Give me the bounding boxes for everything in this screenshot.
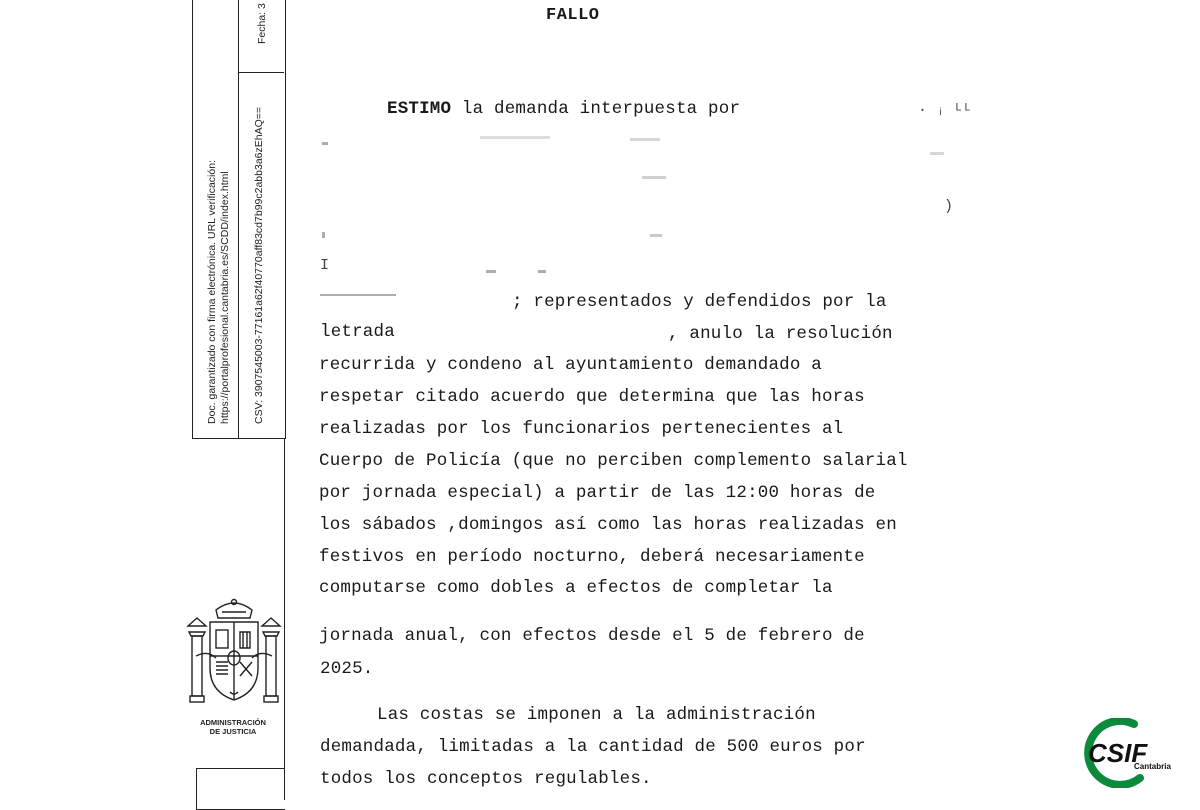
signature-verification-text: Doc. garantizado con firma electrónica. URL verificación:: [206, 160, 218, 424]
body-line: [319, 515, 949, 535]
body-line-text: festivos en período nocturno, deberá necesariamente: [319, 547, 865, 567]
body-line-text: computarse como dobles a efectos de completar la: [319, 578, 833, 598]
body-line-text: Cuerpo de Policía (que no perciben complemento salarial: [319, 451, 908, 471]
redacted-mark: [486, 270, 496, 273]
costas-line: [320, 737, 945, 757]
margin-rule: [284, 438, 285, 800]
csif-region-label: Cantabria: [1134, 762, 1171, 771]
body-line: [319, 483, 949, 503]
body-line: [319, 547, 949, 567]
letrada-label: letrada: [320, 322, 395, 342]
csv-code: CSV: 3907545003-77161a62f40770aff83cd7b99c2abb3a6zEhAQ==: [253, 106, 265, 424]
redacted-mark: [538, 270, 546, 273]
body-line-text: jornada anual, con efectos desde el 5 de febrero de: [319, 626, 865, 646]
line-represented: ; representados y defendidos por la: [512, 292, 887, 312]
document-heading: FALLO: [546, 6, 600, 25]
redacted-mark: [642, 176, 666, 179]
year-line: 2025.: [320, 659, 374, 679]
redacted-fragment: I: [320, 257, 330, 274]
csif-logo: [1074, 718, 1184, 788]
body-line: [319, 626, 949, 646]
stamp-divider: [238, 0, 239, 438]
body-line: [319, 387, 949, 407]
csif-logo-text: CSIF: [1088, 738, 1148, 768]
redacted-mark: [930, 152, 944, 155]
costas-line: todos los conceptos regulables.: [320, 769, 652, 789]
coat-of-arms-icon: [186, 596, 282, 714]
costas-line-text: demandada, limitadas a la cantidad de 500 euros por: [320, 737, 866, 757]
body-line-text: realizadas por los funcionarios pertenecientes al: [319, 419, 844, 439]
redacted-mark: [650, 234, 662, 237]
body-line-text: respetar citado acuerdo que determina que las horas: [319, 387, 865, 407]
crest-label: [190, 718, 276, 736]
signature-verification-url: https://portalprofesional.cantabria.es/SCDD/index.html: [219, 171, 231, 424]
costas-line-text: Las costas se imponen a la administración: [377, 705, 816, 725]
redacted-mark: [320, 294, 396, 296]
redacted-fragment: · ᵢ ᴸᴸ: [918, 102, 973, 119]
body-line: [319, 451, 949, 471]
crest-label-line1: ADMINISTRACIÓN: [200, 718, 266, 727]
redacted-fragment: ): [944, 198, 954, 215]
stamp-bottom-box: [196, 768, 285, 810]
body-line: [319, 578, 949, 598]
redacted-mark: [322, 142, 328, 145]
stamp-divider-horizontal: [238, 72, 284, 73]
redacted-mark: [630, 138, 660, 141]
body-line-text: recurrida y condeno al ayuntamiento demandado a: [319, 355, 822, 375]
costas-line: [377, 705, 945, 725]
redacted-mark: [322, 232, 325, 238]
paragraph-1-text: la demanda interpuesta por: [451, 99, 741, 119]
redacted-mark: [480, 136, 550, 139]
fecha-label: Fecha: 3: [256, 3, 268, 44]
body-line-text: por jornada especial) a partir de las 12:00 horas de: [319, 483, 876, 503]
estimo-keyword: ESTIMO: [387, 99, 452, 119]
crest-label-line2: DE JUSTICIA: [209, 727, 257, 736]
paragraph-1-first-line: [387, 99, 740, 119]
letrada-continuation: , anulo la resolución: [668, 324, 893, 344]
body-line: [319, 355, 949, 375]
body-line-text: los sábados ,domingos así como las horas realizadas en: [319, 515, 897, 535]
body-line: [319, 419, 949, 439]
